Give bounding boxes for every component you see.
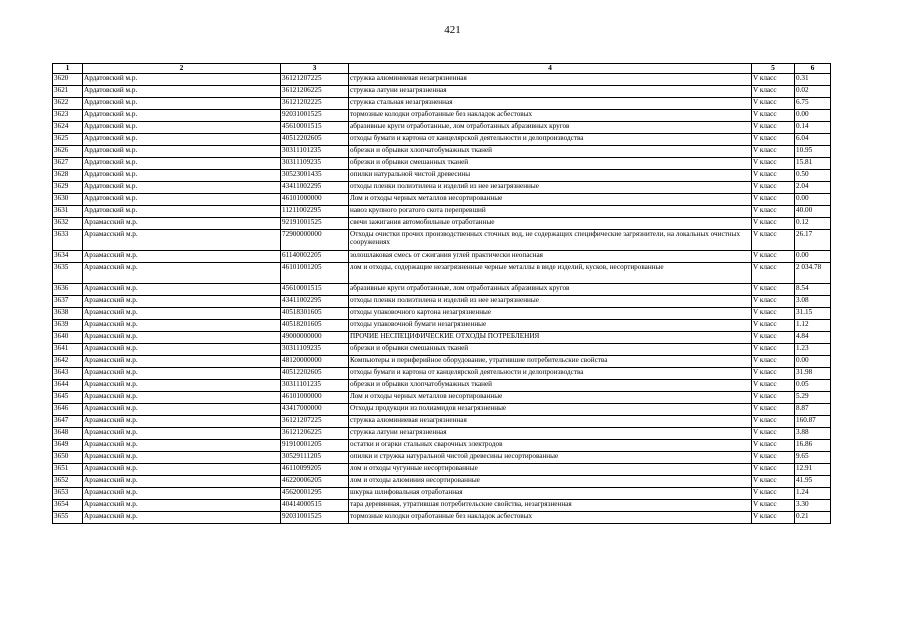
value-cell: 8.87 <box>795 404 831 416</box>
waste-name-cell: опилки и стружка натуральной чистой древесины несортированные <box>349 452 752 464</box>
table-row <box>53 263 831 284</box>
code-cell: 48120000000 <box>281 356 349 368</box>
hazard-class-cell: V класс <box>752 404 795 416</box>
hazard-class-cell: V класс <box>752 284 795 296</box>
row-number: 3653 <box>53 488 83 500</box>
value-cell: 0.21 <box>795 512 831 524</box>
waste-name-cell: обрезки и обрывки хлопчатобумажных тканей <box>349 380 752 392</box>
row-number: 3642 <box>53 356 83 368</box>
hazard-class-cell: V класс <box>752 296 795 308</box>
table-row <box>53 464 831 476</box>
hazard-class-cell: V класс <box>752 452 795 464</box>
district-cell: Ардатовский м.р. <box>83 194 281 206</box>
value-cell: 9.65 <box>795 452 831 464</box>
row-number: 3651 <box>53 464 83 476</box>
waste-name-cell: стружка алюминиевая незагрязненная <box>349 416 752 428</box>
table-row <box>53 251 831 263</box>
hazard-class-cell: V класс <box>752 146 795 158</box>
col-header-3: 3 <box>281 64 349 74</box>
district-cell: Арзамасский м.р. <box>83 320 281 332</box>
district-cell: Арзамасский м.р. <box>83 476 281 488</box>
col-header-2: 2 <box>83 64 281 74</box>
value-cell: 0.00 <box>795 194 831 206</box>
hazard-class-cell: V класс <box>752 416 795 428</box>
table-row <box>53 308 831 320</box>
col-header-1: 1 <box>53 64 83 74</box>
table-body <box>53 74 831 524</box>
hazard-class-cell: V класс <box>752 134 795 146</box>
district-cell: Арзамасский м.р. <box>83 428 281 440</box>
value-cell: 0.05 <box>795 380 831 392</box>
hazard-class-cell: V класс <box>752 380 795 392</box>
district-cell: Арзамасский м.р. <box>83 296 281 308</box>
row-number: 3643 <box>53 368 83 380</box>
code-cell: 46101000000 <box>281 194 349 206</box>
value-cell: 10.95 <box>795 146 831 158</box>
table-row <box>53 110 831 122</box>
code-cell: 36121206225 <box>281 428 349 440</box>
code-cell: 30311101235 <box>281 380 349 392</box>
value-cell: 26.17 <box>795 230 831 251</box>
value-cell: 3.30 <box>795 500 831 512</box>
row-number: 3623 <box>53 110 83 122</box>
waste-name-cell: золошлаковая смесь от сжигания углей практически неопасная <box>349 251 752 263</box>
value-cell: 0.14 <box>795 122 831 134</box>
row-number: 3637 <box>53 296 83 308</box>
district-cell: Арзамасский м.р. <box>83 380 281 392</box>
waste-name-cell: обрезки и обрывки хлопчатобумажных тканей <box>349 146 752 158</box>
hazard-class-cell: V класс <box>752 194 795 206</box>
hazard-class-cell: V класс <box>752 428 795 440</box>
row-number: 3635 <box>53 263 83 284</box>
table-row <box>53 488 831 500</box>
value-cell: 12.91 <box>795 464 831 476</box>
code-cell: 72900000000 <box>281 230 349 251</box>
value-cell: 0.12 <box>795 218 831 230</box>
hazard-class-cell: V класс <box>752 308 795 320</box>
district-cell: Ардатовский м.р. <box>83 134 281 146</box>
code-cell: 40414000515 <box>281 500 349 512</box>
row-number: 3654 <box>53 500 83 512</box>
value-cell: 1.12 <box>795 320 831 332</box>
code-cell: 45610001515 <box>281 122 349 134</box>
district-cell: Арзамасский м.р. <box>83 464 281 476</box>
hazard-class-cell: V класс <box>752 170 795 182</box>
table-row <box>53 98 831 110</box>
district-cell: Арзамасский м.р. <box>83 356 281 368</box>
code-cell: 91910001205 <box>281 440 349 452</box>
code-cell: 40512202605 <box>281 368 349 380</box>
district-cell: Ардатовский м.р. <box>83 158 281 170</box>
code-cell: 40518201605 <box>281 320 349 332</box>
hazard-class-cell: V класс <box>752 182 795 194</box>
table-row <box>53 440 831 452</box>
row-number: 3650 <box>53 452 83 464</box>
hazard-class-cell: V класс <box>752 476 795 488</box>
table-row <box>53 500 831 512</box>
row-number: 3638 <box>53 308 83 320</box>
value-cell: 6.04 <box>795 134 831 146</box>
row-number: 3649 <box>53 440 83 452</box>
district-cell: Арзамасский м.р. <box>83 368 281 380</box>
row-number: 3644 <box>53 380 83 392</box>
hazard-class-cell: V класс <box>752 206 795 218</box>
header-row <box>53 64 831 74</box>
district-cell: Ардатовский м.р. <box>83 110 281 122</box>
waste-name-cell: навоз крупного рогатого скота перепревший <box>349 206 752 218</box>
table-row <box>53 218 831 230</box>
hazard-class-cell: V класс <box>752 332 795 344</box>
col-header-4: 4 <box>349 64 752 74</box>
value-cell: 0.50 <box>795 170 831 182</box>
district-cell: Арзамасский м.р. <box>83 263 281 284</box>
code-cell: 43417000000 <box>281 404 349 416</box>
value-cell: 0.00 <box>795 110 831 122</box>
code-cell: 46220006205 <box>281 476 349 488</box>
table-row <box>53 194 831 206</box>
table-row <box>53 380 831 392</box>
waste-name-cell: стружка алюминиевая незагрязненная <box>349 74 752 86</box>
district-cell: Арзамасский м.р. <box>83 488 281 500</box>
value-cell: 41.95 <box>795 476 831 488</box>
district-cell: Арзамасский м.р. <box>83 308 281 320</box>
waste-name-cell: свечи зажигания автомобильные отработанные <box>349 218 752 230</box>
value-cell: 1.23 <box>795 344 831 356</box>
waste-name-cell: отходы бумаги и картона от канцелярской деятельности и делопроизводства <box>349 368 752 380</box>
code-cell: 40512202605 <box>281 134 349 146</box>
value-cell: 160.87 <box>795 416 831 428</box>
code-cell: 45610001515 <box>281 284 349 296</box>
district-cell: Ардатовский м.р. <box>83 122 281 134</box>
waste-name-cell: отходы пленки полиэтилена и изделий из нее незагрязненные <box>349 296 752 308</box>
waste-name-cell: обрезки и обрывки смешанных тканей <box>349 158 752 170</box>
waste-name-cell: остатки и огарки стальных сварочных электродов <box>349 440 752 452</box>
row-number: 3632 <box>53 218 83 230</box>
table-row <box>53 404 831 416</box>
district-cell: Ардатовский м.р. <box>83 146 281 158</box>
waste-name-cell: лом и отходы чугунные несортированные <box>349 464 752 476</box>
waste-name-cell: абразивные круги отработанные, лом отработанных абразивных кругов <box>349 284 752 296</box>
row-number: 3633 <box>53 230 83 251</box>
waste-name-cell: ПРОЧИЕ НЕСПЕЦИФИЧЕСКИЕ ОТХОДЫ ПОТРЕБЛЕНИЯ <box>349 332 752 344</box>
hazard-class-cell: V класс <box>752 230 795 251</box>
code-cell: 40518301605 <box>281 308 349 320</box>
hazard-class-cell: V класс <box>752 218 795 230</box>
district-cell: Ардатовский м.р. <box>83 170 281 182</box>
hazard-class-cell: V класс <box>752 356 795 368</box>
value-cell: 0.02 <box>795 86 831 98</box>
value-cell: 0.31 <box>795 74 831 86</box>
table-row <box>53 332 831 344</box>
district-cell: Арзамасский м.р. <box>83 392 281 404</box>
row-number: 3621 <box>53 86 83 98</box>
table-row <box>53 368 831 380</box>
value-cell: 31.15 <box>795 308 831 320</box>
row-number: 3648 <box>53 428 83 440</box>
code-cell: 11211002295 <box>281 206 349 218</box>
district-cell: Арзамасский м.р. <box>83 332 281 344</box>
row-number: 3655 <box>53 512 83 524</box>
code-cell: 46101001205 <box>281 263 349 284</box>
hazard-class-cell: V класс <box>752 320 795 332</box>
code-cell: 46101000000 <box>281 392 349 404</box>
waste-name-cell: отходы бумаги и картона от канцелярской деятельности и делопроизводства <box>349 134 752 146</box>
value-cell: 16.86 <box>795 440 831 452</box>
hazard-class-cell: V класс <box>752 158 795 170</box>
district-cell: Арзамасский м.р. <box>83 512 281 524</box>
district-cell: Ардатовский м.р. <box>83 74 281 86</box>
hazard-class-cell: V класс <box>752 392 795 404</box>
district-cell: Арзамасский м.р. <box>83 230 281 251</box>
row-number: 3645 <box>53 392 83 404</box>
waste-name-cell: шкурка шлифовальная отработанная <box>349 488 752 500</box>
waste-name-cell: Компьютеры и периферийное оборудование, утратившие потребительские свойства <box>349 356 752 368</box>
district-cell: Ардатовский м.р. <box>83 206 281 218</box>
waste-name-cell: стружка латуни незагрязненная <box>349 428 752 440</box>
district-cell: Арзамасский м.р. <box>83 404 281 416</box>
district-cell: Ардатовский м.р. <box>83 98 281 110</box>
waste-name-cell: тара деревянная, утратившая потребительские свойства, незагрязненная <box>349 500 752 512</box>
row-number: 3646 <box>53 404 83 416</box>
code-cell: 43411002295 <box>281 182 349 194</box>
row-number: 3622 <box>53 98 83 110</box>
code-cell: 43411002295 <box>281 296 349 308</box>
code-cell: 30523001435 <box>281 170 349 182</box>
hazard-class-cell: V класс <box>752 74 795 86</box>
value-cell: 2 034.78 <box>795 263 831 284</box>
code-cell: 30311109235 <box>281 158 349 170</box>
hazard-class-cell: V класс <box>752 368 795 380</box>
code-cell: 45620001295 <box>281 488 349 500</box>
hazard-class-cell: V класс <box>752 512 795 524</box>
row-number: 3639 <box>53 320 83 332</box>
row-number: 3625 <box>53 134 83 146</box>
waste-name-cell: лом и отходы, содержащие незагрязненные черные металлы в виде изделий, кусков, несортированные <box>349 263 752 284</box>
district-cell: Ардатовский м.р. <box>83 182 281 194</box>
district-cell: Ардатовский м.р. <box>83 86 281 98</box>
code-cell: 49000000000 <box>281 332 349 344</box>
waste-name-cell: абразивные круги отработанные, лом отработанных абразивных кругов <box>349 122 752 134</box>
waste-name-cell: Отходы очистки прочих производственных сточных вод, не содержащих специфические загрязнители, на локальных очистных сооружениях <box>349 230 752 251</box>
value-cell: 0.00 <box>795 251 831 263</box>
table-row <box>53 452 831 464</box>
code-cell: 30529111205 <box>281 452 349 464</box>
code-cell: 36121207225 <box>281 74 349 86</box>
value-cell: 8.54 <box>795 284 831 296</box>
waste-name-cell: Лом и отходы черных металлов несортированные <box>349 392 752 404</box>
table-row <box>53 416 831 428</box>
row-number: 3626 <box>53 146 83 158</box>
district-cell: Арзамасский м.р. <box>83 500 281 512</box>
value-cell: 1.24 <box>795 488 831 500</box>
value-cell: 4.84 <box>795 332 831 344</box>
waste-name-cell: отходы упаковочного картона незагрязненные <box>349 308 752 320</box>
row-number: 3640 <box>53 332 83 344</box>
hazard-class-cell: V класс <box>752 110 795 122</box>
page-number: 421 <box>444 24 461 36</box>
waste-name-cell: тормозные колодки отработанные без накладок асбестовых <box>349 512 752 524</box>
code-cell: 92031001525 <box>281 512 349 524</box>
row-number: 3652 <box>53 476 83 488</box>
row-number: 3636 <box>53 284 83 296</box>
waste-name-cell: стружка латуни незагрязненная <box>349 86 752 98</box>
district-cell: Арзамасский м.р. <box>83 452 281 464</box>
table-row <box>53 170 831 182</box>
row-number: 3647 <box>53 416 83 428</box>
row-number: 3620 <box>53 74 83 86</box>
district-cell: Арзамасский м.р. <box>83 218 281 230</box>
code-cell: 30311101235 <box>281 146 349 158</box>
row-number: 3628 <box>53 170 83 182</box>
table-row <box>53 428 831 440</box>
table-row <box>53 296 831 308</box>
value-cell: 0.00 <box>795 356 831 368</box>
table-row <box>53 134 831 146</box>
waste-name-cell: лом и отходы алюминия несортированные <box>349 476 752 488</box>
code-cell: 92031001525 <box>281 110 349 122</box>
hazard-class-cell: V класс <box>752 440 795 452</box>
code-cell: 92191001525 <box>281 218 349 230</box>
hazard-class-cell: V класс <box>752 488 795 500</box>
table-row <box>53 74 831 86</box>
hazard-class-cell: V класс <box>752 98 795 110</box>
waste-name-cell: тормозные колодки отработанные без накладок асбестовых <box>349 110 752 122</box>
table-row <box>53 344 831 356</box>
value-cell: 31.98 <box>795 368 831 380</box>
code-cell: 61140002205 <box>281 251 349 263</box>
row-number: 3629 <box>53 182 83 194</box>
waste-name-cell: отходы упаковочной бумаги незагрязненные <box>349 320 752 332</box>
waste-name-cell: отходы пленки полиэтилена и изделий из нее незагрязненные <box>349 182 752 194</box>
hazard-class-cell: V класс <box>752 251 795 263</box>
col-header-5: 5 <box>752 64 795 74</box>
value-cell: 15.81 <box>795 158 831 170</box>
hazard-class-cell: V класс <box>752 464 795 476</box>
hazard-class-cell: V класс <box>752 122 795 134</box>
table-row <box>53 320 831 332</box>
district-cell: Арзамасский м.р. <box>83 416 281 428</box>
value-cell: 40.00 <box>795 206 831 218</box>
value-cell: 3.08 <box>795 296 831 308</box>
row-number: 3627 <box>53 158 83 170</box>
waste-name-cell: опилки натуральной чистой древесины <box>349 170 752 182</box>
value-cell: 2.04 <box>795 182 831 194</box>
waste-name-cell: Лом и отходы черных металлов несортированные <box>349 194 752 206</box>
row-number: 3641 <box>53 344 83 356</box>
hazard-class-cell: V класс <box>752 500 795 512</box>
waste-name-cell: Отходы продукции из полиамидов незагрязненные <box>349 404 752 416</box>
table-row <box>53 230 831 251</box>
hazard-class-cell: V класс <box>752 344 795 356</box>
waste-name-cell: стружка стальная незагрязненная <box>349 98 752 110</box>
row-number: 3631 <box>53 206 83 218</box>
value-cell: 6.75 <box>795 98 831 110</box>
value-cell: 3.88 <box>795 428 831 440</box>
table-row <box>53 476 831 488</box>
col-header-6: 6 <box>795 64 831 74</box>
code-cell: 30311109235 <box>281 344 349 356</box>
table-row <box>53 182 831 194</box>
table-row <box>53 284 831 296</box>
waste-name-cell: обрезки и обрывки смешанных тканей <box>349 344 752 356</box>
district-cell: Арзамасский м.р. <box>83 251 281 263</box>
code-cell: 36121207225 <box>281 416 349 428</box>
code-cell: 36121202225 <box>281 98 349 110</box>
row-number: 3624 <box>53 122 83 134</box>
district-cell: Арзамасский м.р. <box>83 344 281 356</box>
district-cell: Арзамасский м.р. <box>83 440 281 452</box>
district-cell: Арзамасский м.р. <box>83 284 281 296</box>
hazard-class-cell: V класс <box>752 86 795 98</box>
table-row <box>53 206 831 218</box>
table-row <box>53 512 831 524</box>
table-row <box>53 122 831 134</box>
table-row <box>53 158 831 170</box>
row-number: 3630 <box>53 194 83 206</box>
table-row <box>53 356 831 368</box>
table-row <box>53 146 831 158</box>
hazard-class-cell: V класс <box>752 263 795 284</box>
table-row <box>53 392 831 404</box>
code-cell: 36121206225 <box>281 86 349 98</box>
code-cell: 46110099205 <box>281 464 349 476</box>
waste-table <box>52 63 831 524</box>
table-row <box>53 86 831 98</box>
row-number: 3634 <box>53 251 83 263</box>
value-cell: 5.29 <box>795 392 831 404</box>
